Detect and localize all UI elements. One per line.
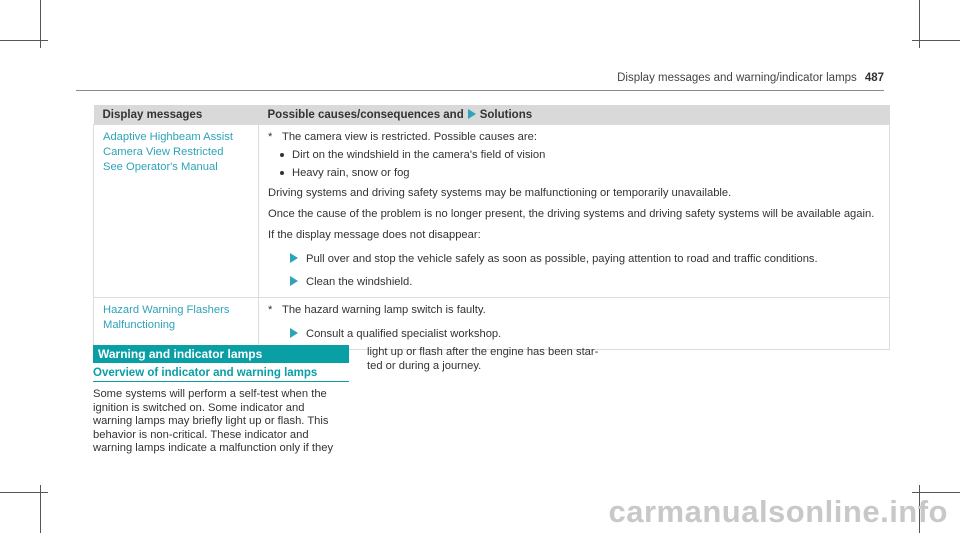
column-header-causes xyxy=(259,105,890,125)
bullet-text: Heavy rain, snow or fog xyxy=(292,166,410,179)
page-number: 487 xyxy=(864,72,884,84)
text-line: behavior is non-critical. These indicator and xyxy=(93,428,309,441)
display-message-line: Malfunctioning xyxy=(103,319,176,332)
column-header-causes-text: Possible causes/consequences and xyxy=(267,109,464,121)
paragraph: If the display message does not disappear: xyxy=(268,228,481,241)
text-line: warning lamps indicate a malfunction only if they xyxy=(93,442,334,455)
crop-mark xyxy=(0,40,48,41)
text-line: ignition is switched on. Some indicator and xyxy=(93,401,305,414)
display-message-line: Hazard Warning Flashers xyxy=(103,304,230,317)
column-header-solutions-text: Solutions xyxy=(479,109,533,121)
text-line: Some systems will perform a self-test when the xyxy=(93,388,327,400)
display-message-line: Adaptive Highbeam Assist xyxy=(103,131,233,143)
solution-step xyxy=(268,252,881,267)
crop-mark xyxy=(0,492,48,493)
step-text: Pull over and stop the vehicle safely as soon as possible, paying attention to road and traffic conditions. xyxy=(306,252,818,265)
table-header-row xyxy=(94,105,890,125)
table-row xyxy=(94,125,890,298)
body-text-right xyxy=(367,346,629,373)
text-line: ted or during a journey. xyxy=(367,359,482,372)
table-row xyxy=(94,298,890,350)
section-subheading: Overview of indicator and warning lamps xyxy=(93,367,349,382)
body-text-left xyxy=(93,388,355,456)
cause-intro-text: The hazard warning lamp switch is faulty. xyxy=(282,304,486,317)
step-text: Consult a qualified specialist workshop. xyxy=(306,328,502,341)
watermark: carmanualsonline.info xyxy=(608,494,948,529)
text-line: warning lamps may briefly light up or flash. This xyxy=(93,415,329,428)
section-banner: Warning and indicator lamps xyxy=(93,345,349,363)
cause-intro xyxy=(268,303,881,318)
paragraph: Once the cause of the problem is no longer present, the driving systems and driving safety systems will be available again. xyxy=(268,208,875,221)
solution-step xyxy=(268,327,881,342)
bullet-icon xyxy=(280,153,284,157)
display-message-cell xyxy=(94,298,259,350)
solution-step xyxy=(268,275,881,290)
step-text: Clean the windshield. xyxy=(306,276,413,289)
display-messages-table xyxy=(93,105,890,350)
arrow-right-icon xyxy=(290,328,298,338)
display-message-line: Camera View Restricted xyxy=(103,145,224,158)
bullet-icon xyxy=(280,171,284,175)
crop-mark xyxy=(912,40,960,41)
running-title: Display messages and warning/indicator lamps xyxy=(617,72,857,84)
display-message-line: See Operator's Manual xyxy=(103,160,218,173)
running-header xyxy=(617,72,884,84)
asterisk-marker: * xyxy=(268,304,273,317)
bullet-item xyxy=(268,148,881,163)
display-message-cell xyxy=(94,125,259,298)
bullet-item xyxy=(268,166,881,181)
asterisk-marker: * xyxy=(268,131,273,143)
arrow-right-icon xyxy=(290,276,298,286)
cause-intro xyxy=(268,130,881,145)
arrow-right-icon xyxy=(468,109,476,119)
causes-cell xyxy=(259,298,890,350)
cause-intro-text: The camera view is restricted. Possible causes are: xyxy=(282,131,537,143)
causes-cell xyxy=(259,125,890,298)
text-line: light up or flash after the engine has been star- xyxy=(367,346,599,358)
bullet-text: Dirt on the windshield in the camera's field of vision xyxy=(292,148,546,161)
paragraph: Driving systems and driving safety systems may be malfunctioning or temporarily unavailable. xyxy=(268,187,732,200)
crop-mark xyxy=(912,492,960,493)
arrow-right-icon xyxy=(290,253,298,263)
header-rule xyxy=(76,90,884,91)
column-header-messages: Display messages xyxy=(94,105,259,125)
